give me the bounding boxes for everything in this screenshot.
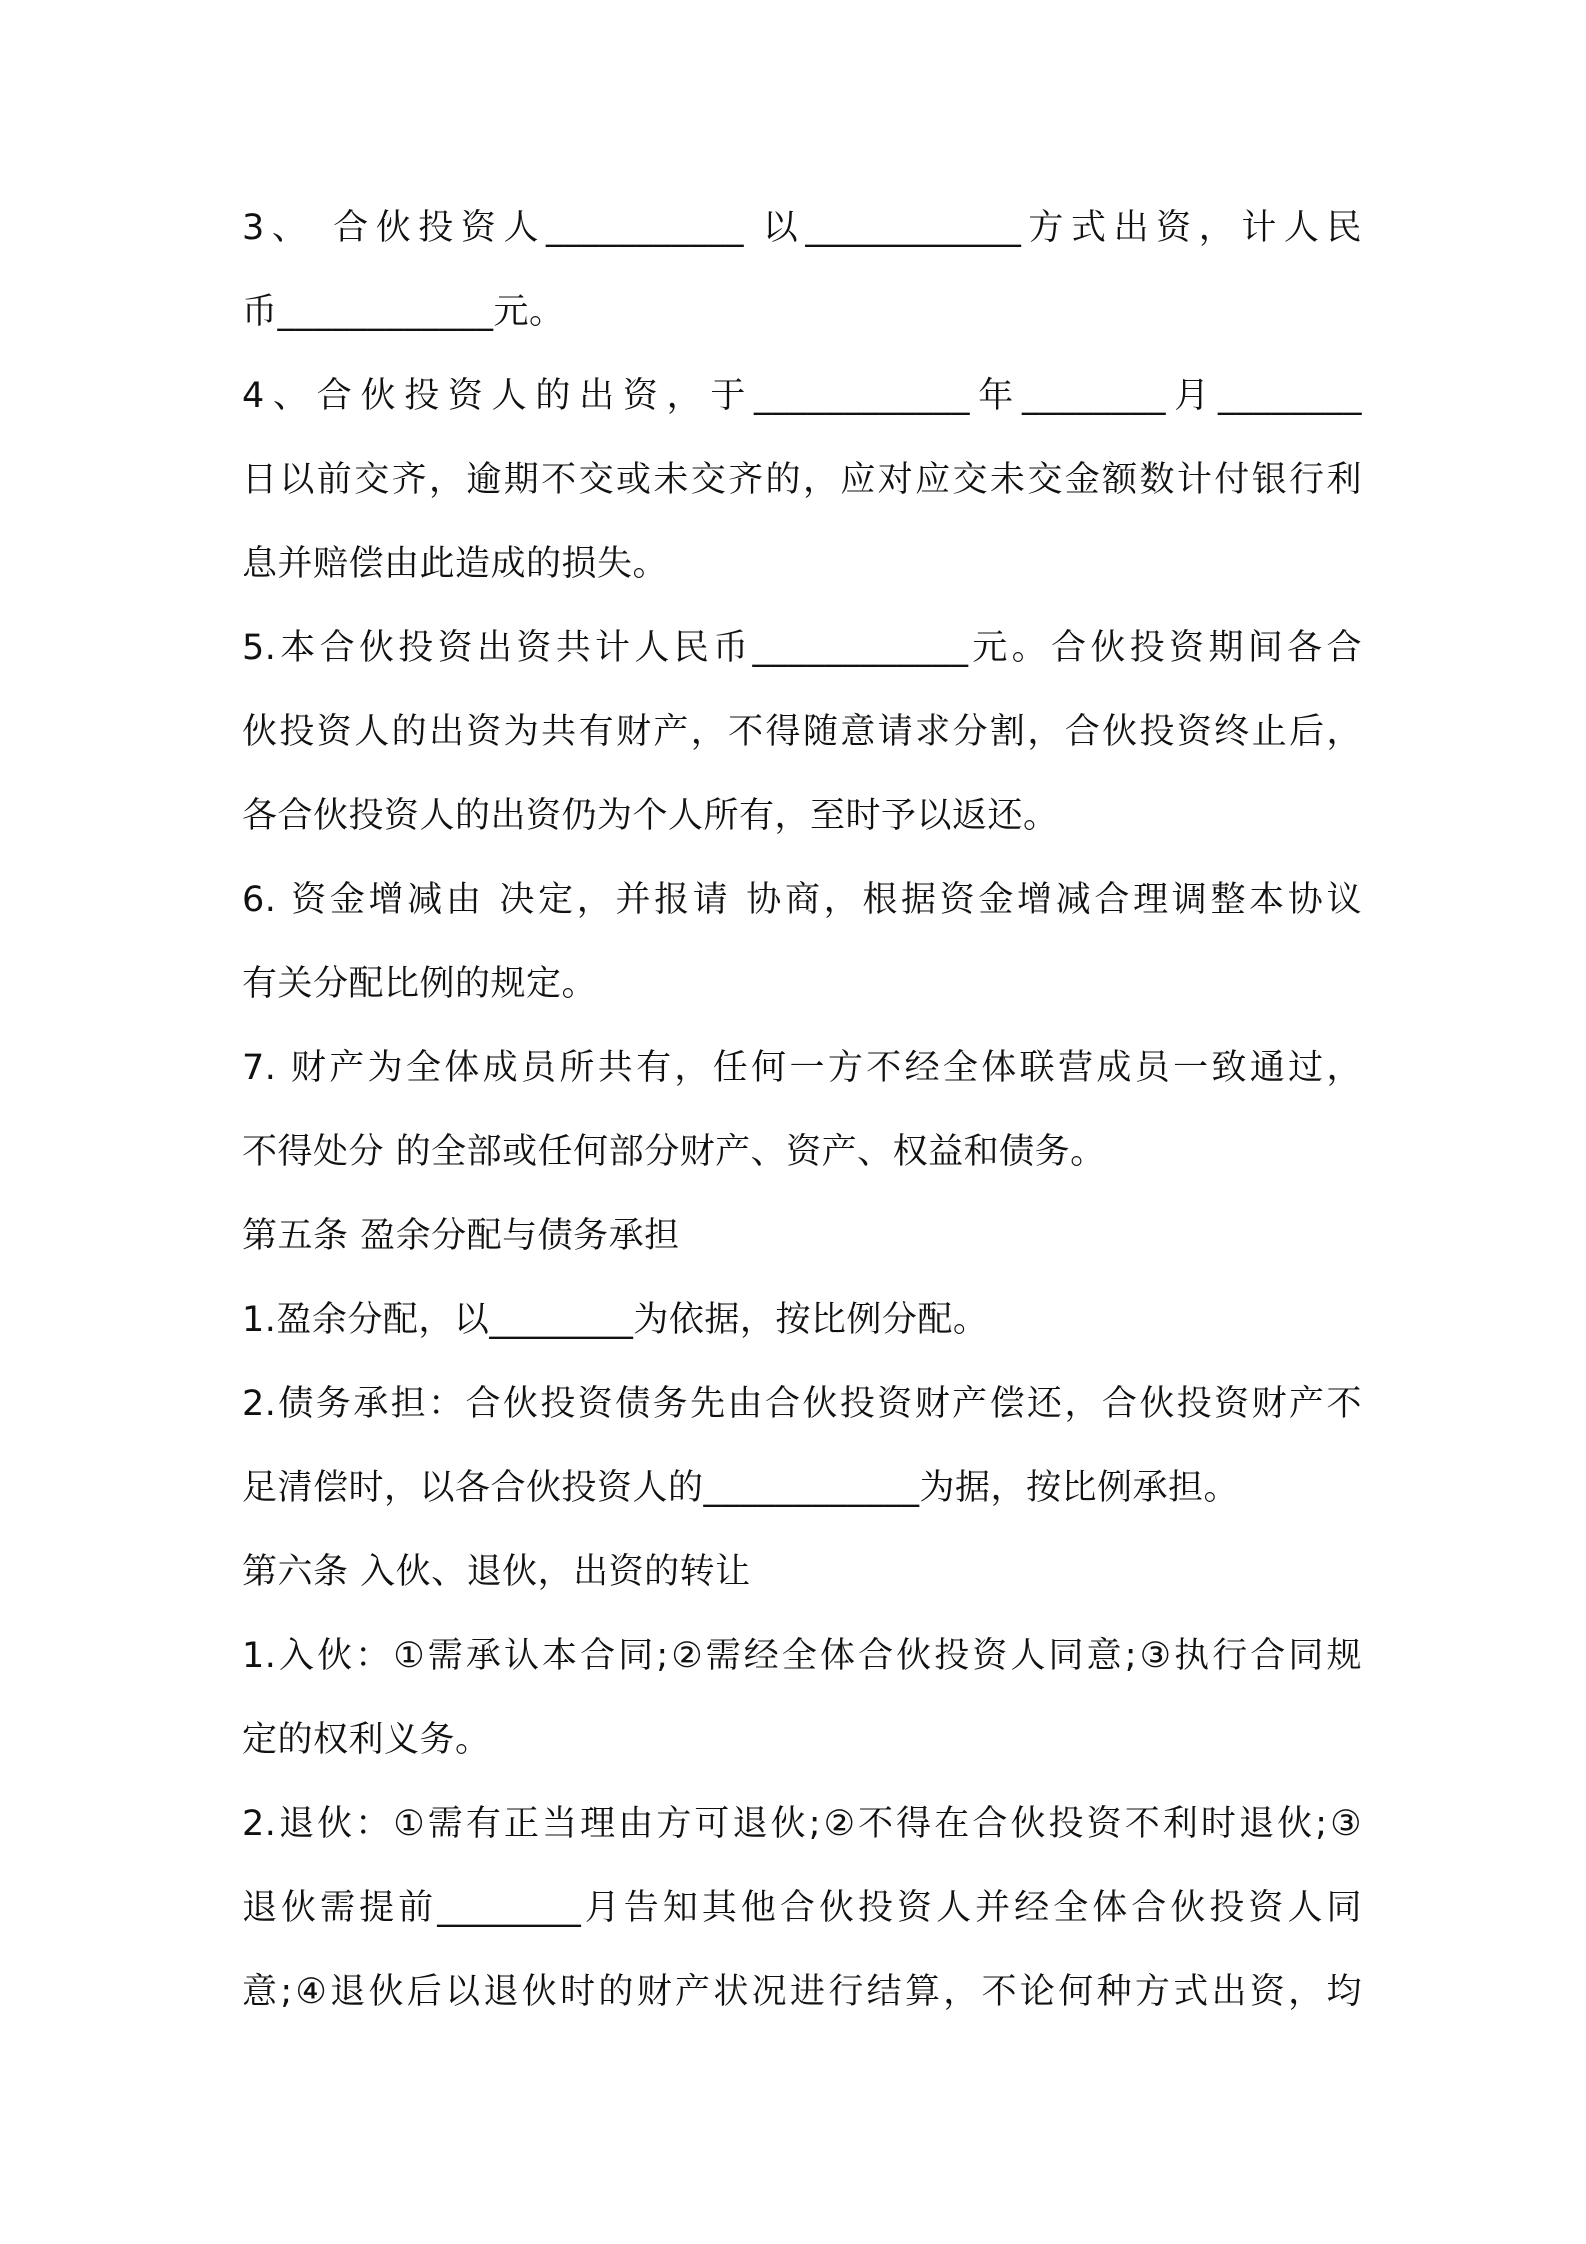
paragraph-line: 2.退伙：①需有正当理由方可退伙;②不得在合伙投资不利时退伙;③ bbox=[242, 1804, 1362, 1844]
paragraph-line: 各合伙投资人的出资仍为个人所有，至时予以返还。 bbox=[242, 796, 1059, 836]
paragraph-line: 2.债务承担：合伙投资债务先由合伙投资财产偿还，合伙投资财产不 bbox=[242, 1384, 1362, 1424]
paragraph-line: 7. 财产为全体成员所共有，任何一方不经全体联营成员一致通过， bbox=[242, 1048, 1362, 1088]
section-heading: 第五条 盈余分配与债务承担 bbox=[242, 1216, 680, 1256]
paragraph-line: 有关分配比例的规定。 bbox=[242, 964, 598, 1004]
paragraph-line: 5.本合伙投资出资共计人民币____________元。合伙投资期间各合 bbox=[242, 628, 1362, 668]
paragraph-line: 足清偿时，以各合伙投资人的____________为据，按比例承担。 bbox=[242, 1468, 1240, 1508]
paragraph-line: 日以前交齐，逾期不交或未交齐的，应对应交未交金额数计付银行利 bbox=[242, 460, 1362, 500]
paragraph-line: 息并赔偿由此造成的损失。 bbox=[242, 544, 669, 584]
paragraph-line: 定的权利义务。 bbox=[242, 1720, 491, 1760]
paragraph-line: 退伙需提前________月告知其他合伙投资人并经全体合伙投资人同 bbox=[242, 1888, 1362, 1928]
section-heading: 第六条 入伙、退伙，出资的转让 bbox=[242, 1552, 751, 1592]
paragraph-line: 币____________元。 bbox=[242, 292, 565, 332]
paragraph-line: 6. 资金增减由 决定，并报请 协商，根据资金增减合理调整本协议 bbox=[242, 880, 1362, 920]
paragraph-line: 1.盈余分配，以________为依据，按比例分配。 bbox=[242, 1300, 989, 1340]
paragraph-line: 3、 合伙投资人___________ 以____________方式出资，计人民 bbox=[242, 208, 1362, 248]
paragraph-line: 4、合伙投资人的出资，于____________年________月________ bbox=[242, 376, 1362, 416]
paragraph-line: 1.入伙：①需承认本合同;②需经全体合伙投资人同意;③执行合同规 bbox=[242, 1636, 1362, 1676]
paragraph-line: 不得处分 的全部或任何部分财产、资产、权益和债务。 bbox=[242, 1132, 1106, 1172]
paragraph-line: 意;④退伙后以退伙时的财产状况进行结算，不论何种方式出资，均 bbox=[242, 1972, 1362, 2012]
paragraph-line: 伙投资人的出资为共有财产，不得随意请求分割，合伙投资终止后， bbox=[242, 712, 1362, 752]
